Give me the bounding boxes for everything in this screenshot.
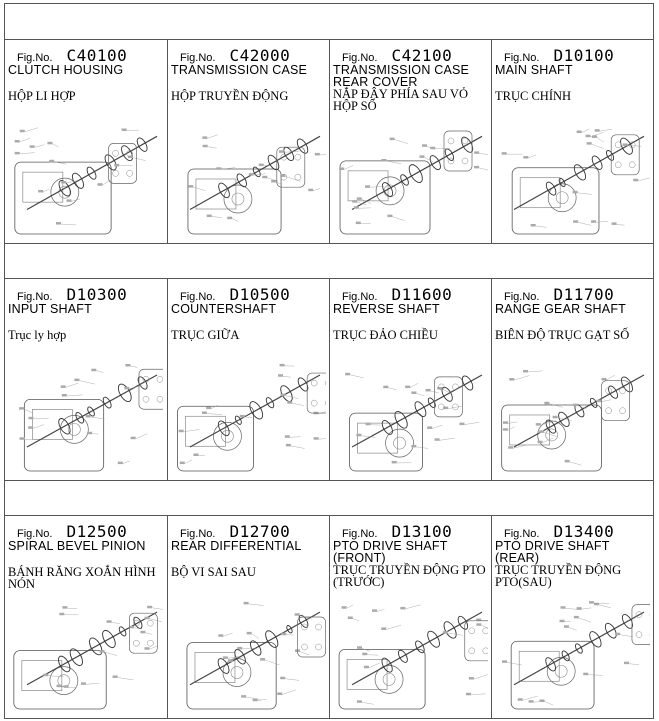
figure-prefix: Fig.No.	[504, 52, 540, 64]
figure-prefix: Fig.No.	[17, 52, 53, 64]
figure-prefix: Fig.No.	[17, 528, 53, 540]
figure-code: D13100	[391, 522, 453, 541]
figure-code: D12700	[229, 522, 291, 541]
exploded-parts-diagram	[332, 357, 488, 477]
part-name-vietnamese-line: BIÊN ĐỘ TRỤC GẠT SỐ	[495, 328, 630, 342]
figure-code: C42000	[229, 46, 291, 65]
catalog-row-3	[5, 516, 653, 719]
figure-prefix: Fig.No.	[180, 52, 216, 64]
figure-code: C40100	[66, 46, 128, 65]
exploded-parts-diagram	[332, 594, 488, 715]
part-name-vietnamese-line: (TRƯỚC)	[333, 575, 385, 589]
part-name-english-line: REVERSE SHAFT	[333, 302, 440, 316]
part-name-english-line: TRANSMISSION CASE	[171, 63, 308, 77]
part-name-vietnamese	[8, 329, 164, 341]
part-name-english	[8, 540, 164, 552]
part-name-vietnamese-line: BỘ VI SAI SAU	[171, 565, 256, 579]
exploded-parts-diagram	[7, 118, 163, 240]
figure-code: D10500	[229, 285, 291, 304]
part-name-vietnamese	[8, 566, 164, 590]
part-name-vietnamese	[333, 88, 489, 112]
figure-code: D10300	[66, 285, 128, 304]
exploded-parts-diagram	[170, 118, 326, 240]
exploded-parts-diagram	[7, 594, 163, 715]
part-name-vietnamese	[495, 564, 651, 588]
part-name-english	[333, 303, 489, 315]
part-name-english	[171, 303, 327, 315]
catalog-cell-c42100[interactable]	[329, 40, 491, 243]
figure-code: D11700	[553, 285, 615, 304]
figure-code: D10100	[553, 46, 615, 65]
part-name-vietnamese-line: Trục ly hợp	[8, 328, 67, 342]
figure-code: C42100	[391, 46, 453, 65]
part-name-english-line: PTO DRIVE SHAFT	[333, 539, 448, 553]
catalog-cell-d13100[interactable]	[329, 516, 491, 719]
part-name-vietnamese-line: TRỤC GIỮA	[171, 328, 240, 342]
part-name-english-line: COUNTERSHAFT	[171, 302, 277, 316]
part-name-english	[171, 64, 327, 76]
exploded-parts-diagram	[332, 118, 488, 240]
part-name-english	[333, 64, 489, 88]
part-name-vietnamese	[495, 90, 651, 102]
part-name-vietnamese	[171, 90, 327, 102]
part-name-english-line: (FRONT)	[333, 551, 386, 565]
part-name-vietnamese	[333, 564, 489, 588]
part-name-english	[495, 303, 651, 315]
part-name-vietnamese-line: TRỤC ĐẢO CHIỀU	[333, 328, 438, 342]
part-name-vietnamese	[495, 329, 651, 341]
catalog-cell-d12500[interactable]	[5, 516, 167, 719]
figure-prefix: Fig.No.	[180, 291, 216, 303]
exploded-parts-diagram	[7, 357, 163, 477]
figure-prefix: Fig.No.	[180, 528, 216, 540]
part-name-english-line: SPIRAL BEVEL PINION	[8, 539, 146, 553]
catalog-cell-d11700[interactable]	[491, 279, 653, 480]
part-name-english	[333, 540, 489, 564]
spacer-band-1	[5, 244, 653, 279]
part-name-english-line: INPUT SHAFT	[8, 302, 92, 316]
part-name-english	[495, 540, 651, 564]
exploded-parts-diagram	[494, 118, 650, 240]
figure-prefix: Fig.No.	[504, 528, 540, 540]
part-name-english-line: REAR DIFFERENTIAL	[171, 539, 302, 553]
part-name-vietnamese-line: HỘP TRUYỀN ĐỘNG	[171, 89, 289, 103]
catalog-cell-d10100[interactable]	[491, 40, 653, 243]
part-name-english	[495, 64, 651, 76]
part-name-vietnamese-line: TRỤC TRUYỀN ĐỘNG PTO	[333, 563, 486, 577]
part-name-vietnamese-line: TRỤC TRUYỀN ĐỘNG	[495, 563, 622, 577]
catalog-row-2	[5, 279, 653, 481]
catalog-cell-c40100[interactable]	[5, 40, 167, 243]
part-name-vietnamese-line: HỘP LI HỢP	[8, 89, 76, 103]
part-name-english-line: (REAR)	[495, 551, 540, 565]
catalog-cell-d11600[interactable]	[329, 279, 491, 480]
part-name-english	[8, 303, 164, 315]
part-name-vietnamese	[333, 329, 489, 341]
parts-catalog-page	[4, 3, 654, 719]
part-name-english-line: CLUTCH HOUSING	[8, 63, 124, 77]
figure-prefix: Fig.No.	[342, 52, 378, 64]
part-name-vietnamese	[171, 566, 327, 578]
catalog-cell-d13400[interactable]	[491, 516, 653, 719]
catalog-row-1	[5, 40, 653, 244]
part-name-english	[8, 64, 164, 76]
exploded-parts-diagram	[170, 594, 326, 715]
part-name-english-line: REAR COVER	[333, 75, 418, 89]
part-name-vietnamese	[171, 329, 327, 341]
part-name-english-line: RANGE GEAR SHAFT	[495, 302, 626, 316]
part-name-english-line: TRANSMISSION CASE	[333, 63, 470, 77]
part-name-vietnamese-line: HỘP SỐ	[333, 99, 377, 113]
part-name-english-line: PTO DRIVE SHAFT	[495, 539, 610, 553]
catalog-cell-d10500[interactable]	[167, 279, 329, 480]
catalog-cell-d12700[interactable]	[167, 516, 329, 719]
figure-code: D13400	[553, 522, 615, 541]
spacer-band-top	[5, 4, 653, 40]
figure-code: D11600	[391, 285, 453, 304]
exploded-parts-diagram	[494, 594, 650, 715]
catalog-cell-d10300[interactable]	[5, 279, 167, 480]
exploded-parts-diagram	[170, 357, 326, 477]
part-name-vietnamese-line: BÁNH RĂNG XOẮN HÌNH	[8, 565, 156, 579]
part-name-vietnamese-line: NÓN	[8, 577, 36, 591]
spacer-band-2	[5, 481, 653, 516]
part-name-vietnamese-line: NẮP ĐẬY PHÍA SAU VỎ	[333, 87, 468, 101]
figure-prefix: Fig.No.	[504, 291, 540, 303]
figure-code: D12500	[66, 522, 128, 541]
part-name-english	[171, 540, 327, 552]
figure-prefix: Fig.No.	[342, 291, 378, 303]
part-name-english-line: MAIN SHAFT	[495, 63, 573, 77]
catalog-cell-c42000[interactable]	[167, 40, 329, 243]
figure-prefix: Fig.No.	[17, 291, 53, 303]
part-name-vietnamese	[8, 90, 164, 102]
exploded-parts-diagram	[494, 357, 650, 477]
figure-prefix: Fig.No.	[342, 528, 378, 540]
part-name-vietnamese-line: PTO(SAU)	[495, 575, 552, 589]
part-name-vietnamese-line: TRỤC CHÍNH	[495, 89, 572, 103]
